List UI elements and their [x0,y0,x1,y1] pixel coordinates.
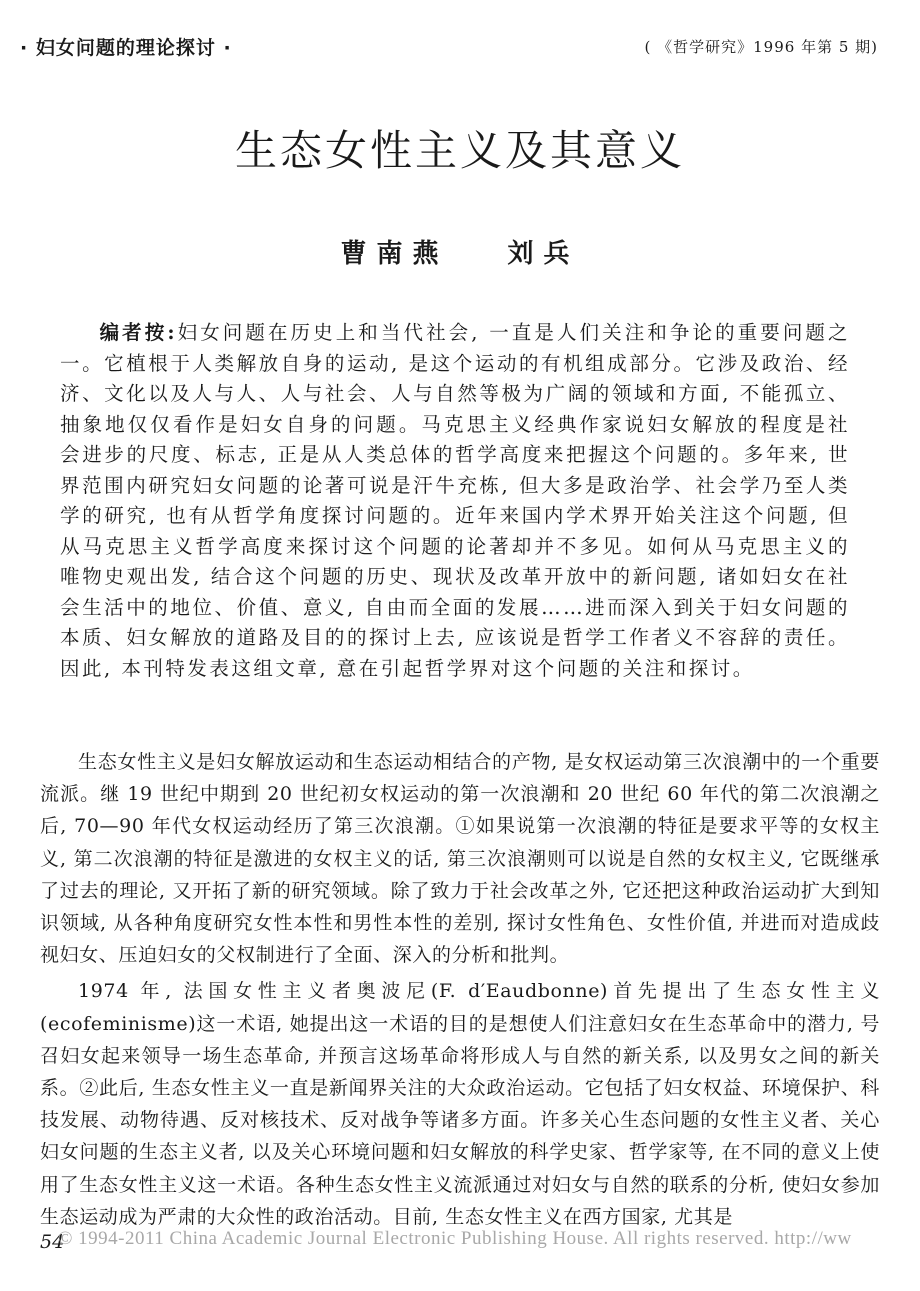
editor-note-lead: 编者按: [99,321,178,344]
article-authors: 曹南燕 刘兵 [340,239,580,269]
body-paragraph-2: 1974 年, 法国女性主义者奥波尼(F. d′Eaudbonne)首先提出了生态女性主义(ecofeminisme)这一术语, 她提出这一术语的目的是想使人们注意妇女在生态革命中的潜力, 号召妇女起来领导一场生态革命, 并预言这场革命将形成人与自然的新关系, 以及男女之间的新关系。②此后, 生态女性主义一直是新闻界关注的大众政治运动。它包括了妇女权益、环境保护、科技发展、动物待遇、反对核技术、反对战争等诸多方面。许多关心生态问题的女性主义者、关心妇女问题的生态主义者, 以及关心环境问题和妇女解放的科学史家、哲学家等, 在不同的意义上使用了生态女性主义这一术语。各种生态女性主义流派通过对妇女与自然的联系的分析, 使妇女参加生态运动成为严肃的大众性的政治活动。目前, 生态女性主义在西方国家, 尤其是 [40,980,880,1228]
article-body [40,746,880,1233]
editor-note [60,318,850,684]
page-number: 54 [40,1231,65,1253]
copyright-watermark: © 1994-2011 China Academic Journal Electronic Publishing House. All rights reserved. http://ww [58,1228,852,1249]
journal-source: ( 《哲学研究》1996 年第 5 期) [644,38,878,56]
article-title: 生态女性主义及其意义 [234,126,685,175]
editor-note-text: 妇女问题在历史上和当代社会, 一直是人们关注和争论的重要问题之一。它植根于人类解放自身的运动, 是这个运动的有机组成部分。它涉及政治、经济、文化以及人与人、人与社会、人与自然等极为广阔的领域和方面, 不能孤立、抽象地仅仅看作是妇女自身的问题。马克思主义经典作家说妇女解放的程度是社会进步的尺度、标志, 正是从人类总体的哲学高度来把握这个问题的。多年来, 世界范围内研究妇女问题的论著可说是汗牛充栋, 但大多是政治学、社会学乃至人类学的研究, 也有从哲学角度探讨问题的。近年来国内学术界开始关注这个问题, 但从马克思主义哲学高度来探讨这个问题的论著却并不多见。如何从马克思主义的唯物史观出发, 结合这个问题的历史、现状及改革开放中的新问题, 诸如妇女在社会生活中的地位、价值、意义, 自由而全面的发展……进而深入到关于妇女问题的本质、妇女解放的道路及目的的探讨上去, 应该说是哲学工作者义不容辞的责任。因此, 本刊特发表这组文章, 意在引起哲学界对这个问题的关注和探讨。 [60,321,850,680]
column-label: · 妇女问题的理论探讨 · [20,37,232,59]
body-paragraph-1: 生态女性主义是妇女解放运动和生态运动相结合的产物, 是女权运动第三次浪潮中的一个重要流派。继 19 世纪中期到 20 世纪初女权运动的第一次浪潮和 20 世纪 60 年代的第二次浪潮之后, 70—90 年代女权运动经历了第三次浪潮。①如果说第一次浪潮的特征是要求平等的女权主义, 第二次浪潮的特征是激进的女权主义的话, 第三次浪潮则可以说是自然的女权主义, 它既继承了过去的理论, 又开拓了新的研究领域。除了致力于社会改革之外, 它还把这种政治运动扩大到知识领域, 从各种角度研究女性本性和男性本性的差别, 探讨女性角色、女性价值, 并进而对造成歧视妇女、压迫妇女的父权制进行了全面、深入的分析和批判。 [40,751,880,967]
